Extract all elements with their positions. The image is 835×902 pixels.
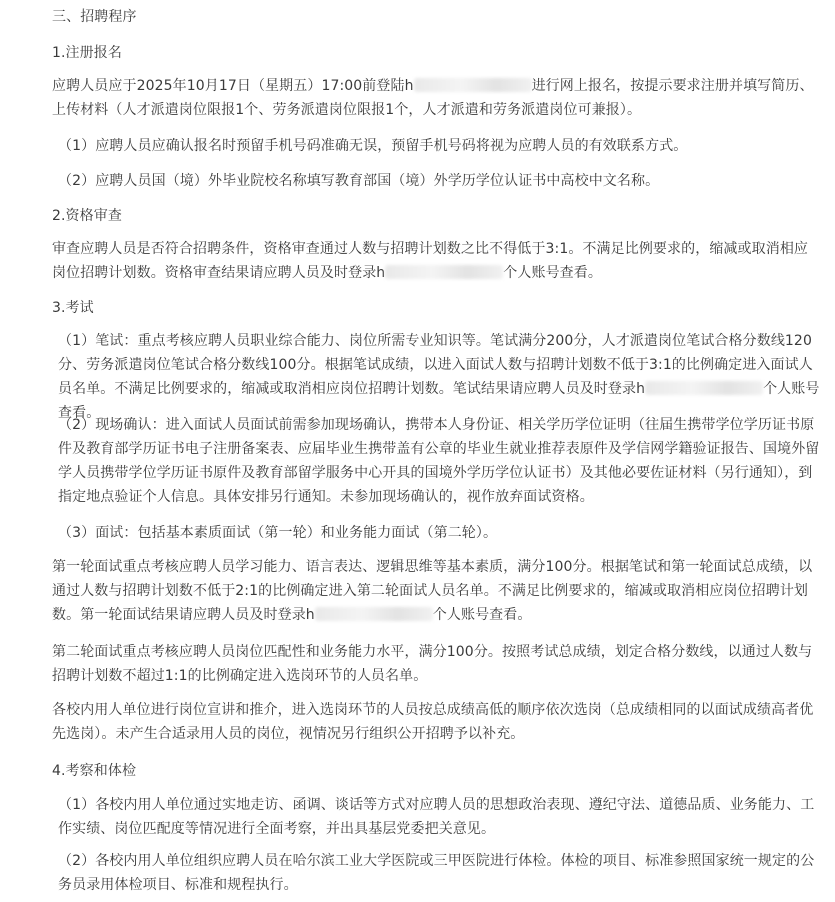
step-1-heading: 1.注册报名	[52, 45, 122, 61]
written-exam-paragraph	[58, 329, 826, 425]
step-4-heading: 4.考察和体检	[52, 763, 137, 779]
step-2-paragraph	[52, 237, 820, 285]
written-exam-text-before-link: （1）笔试：重点考核应聘人员职业综合能力、岗位所需专业知识等。笔试满分200分，人才派遣岗位笔试合格分数线120分、劳务派遣岗位笔试合格分数线100分。根据笔试成绩，以进入面试人数与招聘计划数不低于3:1的比例确定进入面试人员名单。不满足比例要求的，缩减或取消相应岗位招聘计划数。笔试结果请应聘人员及时登录h	[58, 333, 813, 397]
step-1-item-1: （1）应聘人员应确认报名时预留手机号码准确无误，预留手机号码将视为应聘人员的有效联系方式。	[58, 138, 688, 154]
step-4-item-2: （2）各校内用人单位组织应聘人员在哈尔滨工业大学医院或三甲医院进行体检。体检的项目、标准参照国家统一规定的公务员录用体检项目、标准和规程执行。	[58, 853, 815, 893]
interview-paragraph: （3）面试：包括基本素质面试（第一轮）和业务能力面试（第二轮）。	[58, 525, 498, 541]
step-2-heading: 2.资格审查	[52, 208, 122, 224]
step-1-text-after-link: 进行网上报名，按提示要求注册并填写简历、上传材料（人才派遣岗位限报1个、劳务派遣岗位限报1个，人才派遣和劳务派遣岗位可兼报）。	[52, 78, 814, 118]
step-1-item-2: （2）应聘人员国（境）外毕业院校名称填写教育部国（境）外学历学位认证书中高校中文名称。	[58, 173, 660, 189]
redacted-url	[385, 265, 503, 279]
redacted-url	[645, 381, 763, 395]
step-3-heading: 3.考试	[52, 300, 94, 316]
step-1-text-before-link: 应聘人员应于2025年10月17日（星期五）17:00前登陆h	[52, 78, 414, 94]
onsite-confirmation-paragraph: （2）现场确认：进入面试人员面试前需参加现场确认，携带本人身份证、相关学历学位证明（往届生携带学位学历证书原件及教育部学历证书电子注册备案表、应届毕业生携带盖有公章的毕业生就业推荐表原件及学信网学籍验证报告、国境外留学人员携带学位学历证书原件及教育部留学服务中心开具的国境外学历学位认证书）及其他必要佐证材料（另行通知），到指定地点验证个人信息。具体安排另行通知。未参加现场确认的，视作放弃面试资格。	[58, 417, 820, 505]
step-1-paragraph	[52, 74, 820, 122]
redacted-url	[414, 78, 532, 92]
round-1-text-before-link: 第一轮面试重点考核应聘人员学习能力、语言表达、逻辑思维等基本素质，满分100分。根据笔试和第一轮面试总成绩，以通过人数与招聘计划数不低于2:1的比例确定进入第二轮面试人员名单。不满足比例要求的，缩减或取消相应岗位招聘计划数。第一轮面试结果请应聘人员及时登录h	[52, 559, 813, 623]
step-4-item-1: （1）各校内用人单位通过实地走访、函调、谈话等方式对应聘人员的思想政治表现、遵纪守法、道德品质、业务能力、工作实绩、岗位匹配度等情况进行全面考察，并出具基层党委把关意见。	[58, 797, 815, 837]
position-selection-paragraph: 各校内用人单位进行岗位宣讲和推介，进入选岗环节的人员按总成绩高低的顺序依次选岗（总成绩相同的以面试成绩高者优先选岗）。未产生合适录用人员的岗位，视情况另行组织公开招聘予以补充。	[52, 702, 814, 742]
round-1-interview-paragraph	[52, 555, 820, 627]
round-1-text-after-link: 个人账号查看。	[432, 607, 532, 623]
section-title: 三、招聘程序	[52, 9, 137, 25]
round-2-interview-paragraph: 第二轮面试重点考核应聘人员岗位匹配性和业务能力水平，满分100分。按照考试总成绩，划定合格分数线，以通过人数与招聘计划数不超过1:1的比例确定进入选岗环节的人员名单。	[52, 644, 813, 684]
step-2-text-before-link: 审查应聘人员是否符合招聘条件，资格审查通过人数与招聘计划数之比不得低于3:1。不满足比例要求的，缩减或取消相应岗位招聘计划数。资格审查结果请应聘人员及时登录h	[52, 241, 809, 281]
written-exam-text-after-link: 个人账号查看。	[58, 381, 820, 421]
redacted-url	[315, 607, 433, 621]
step-2-text-after-link: 个人账号查看。	[503, 265, 602, 281]
